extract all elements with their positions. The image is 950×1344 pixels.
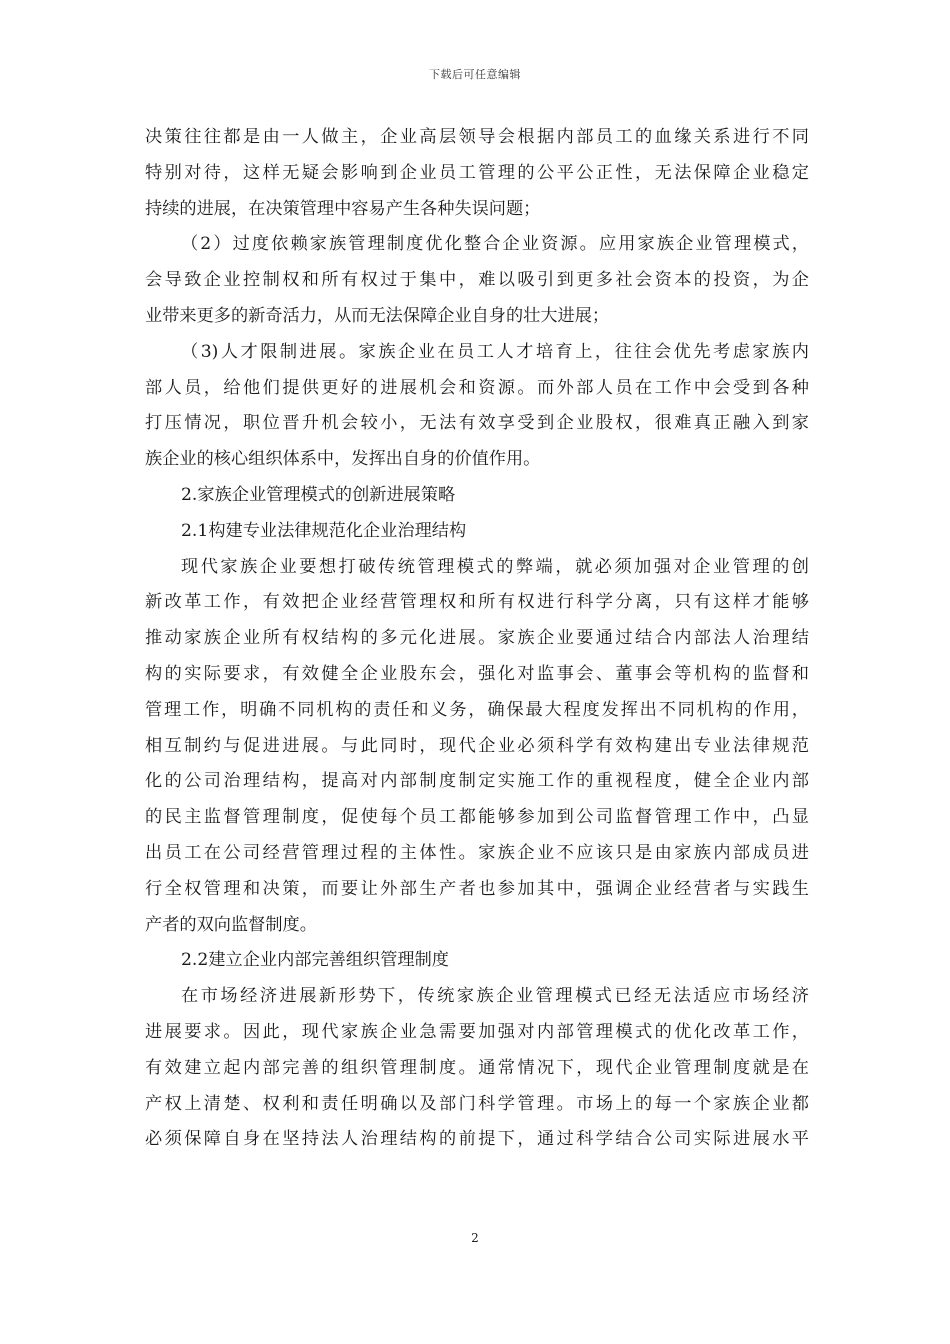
text-line: 的民主监督管理制度，促使每个员工都能够参加到公司监督管理工作中，凸显 — [145, 807, 809, 828]
text-line: 出员工在公司经营管理过程的主体性。家族企业不应该只是由家族内部成员进 — [145, 842, 809, 863]
page-header: 下载后可任意编辑 — [429, 68, 521, 81]
text-line: 现代家族企业要想打破传统管理模式的弊端，就必须加强对企业管理的创 — [181, 556, 809, 577]
text-line: 打压情况，职位晋升机会较小，无法有效享受到企业股权，很难真正融入到家 — [145, 413, 809, 434]
text-line: 进展要求。因此，现代家族企业急需要加强对内部管理模式的优化改革工作， — [145, 1021, 809, 1042]
text-line: 推动家族企业所有权结构的多元化进展。家族企业要通过结合内部法人治理结 — [145, 628, 809, 649]
text-line: 必须保障自身在坚持法人治理结构的前提下，通过科学结合公司实际进展水平 — [145, 1129, 809, 1150]
text-line: （2）过度依赖家族管理制度优化整合企业资源。应用家族企业管理模式， — [181, 234, 809, 255]
text-line: 新改革工作，有效把企业经营管理权和所有权进行科学分离，只有这样才能够 — [145, 592, 809, 613]
text-line: 相互制约与促进进展。与此同时，现代企业必须科学有效构建出专业法律规范 — [145, 735, 809, 756]
text-line: 在市场经济进展新形势下，传统家族企业管理模式已经无法适应市场经济 — [181, 986, 809, 1007]
text-line: 2.1构建专业法律规范化企业治理结构 — [181, 520, 467, 541]
text-line: 2.家族企业管理模式的创新进展策略 — [181, 484, 456, 505]
text-line: 有效建立起内部完善的组织管理制度。通常情况下，现代企业管理制度就是在 — [145, 1057, 809, 1078]
text-line: 特别对待，这样无疑会影响到企业员工管理的公平公正性，无法保障企业稳定 — [145, 162, 809, 183]
text-line: 会导致企业控制权和所有权过于集中，难以吸引到更多社会资本的投资，为企 — [145, 270, 809, 291]
text-line: 族企业的核心组织体系中，发挥出自身的价值作用。 — [145, 449, 541, 470]
text-line: 产权上清楚、权利和责任明确以及部门科学管理。市场上的每一个家族企业都 — [145, 1093, 809, 1114]
page-number: 2 — [471, 1231, 479, 1245]
text-line: 2.2建立企业内部完善组织管理制度 — [181, 950, 449, 971]
text-line: 行全权管理和决策，而要让外部生产者也参加其中，强调企业经营者与实践生 — [145, 878, 809, 899]
text-line: 构的实际要求，有效健全企业股东会，强化对监事会、董事会等机构的监督和 — [145, 663, 809, 684]
text-line: 部人员，给他们提供更好的进展机会和资源。而外部人员在工作中会受到各种 — [145, 377, 809, 398]
text-line: 业带来更多的新奇活力，从而无法保障企业自身的壮大进展； — [145, 305, 610, 326]
text-line: 决策往往都是由一人做主，企业高层领导会根据内部员工的血缘关系进行不同 — [145, 127, 809, 147]
text-line: 化的公司治理结构，提高对内部制度制定实施工作的重视程度，健全企业内部 — [145, 771, 809, 792]
text-line: 管理工作，明确不同机构的责任和义务，确保最大程度发挥出不同机构的作用， — [145, 699, 809, 720]
text-line: 持续的进展，在决策管理中容易产生各种失误问题； — [145, 198, 541, 219]
document-body — [145, 120, 809, 1158]
text-line: （3)人才限制进展。家族企业在员工人才培育上，往往会优先考虑家族内 — [181, 341, 809, 362]
text-line: 产者的双向监督制度。 — [145, 914, 317, 935]
